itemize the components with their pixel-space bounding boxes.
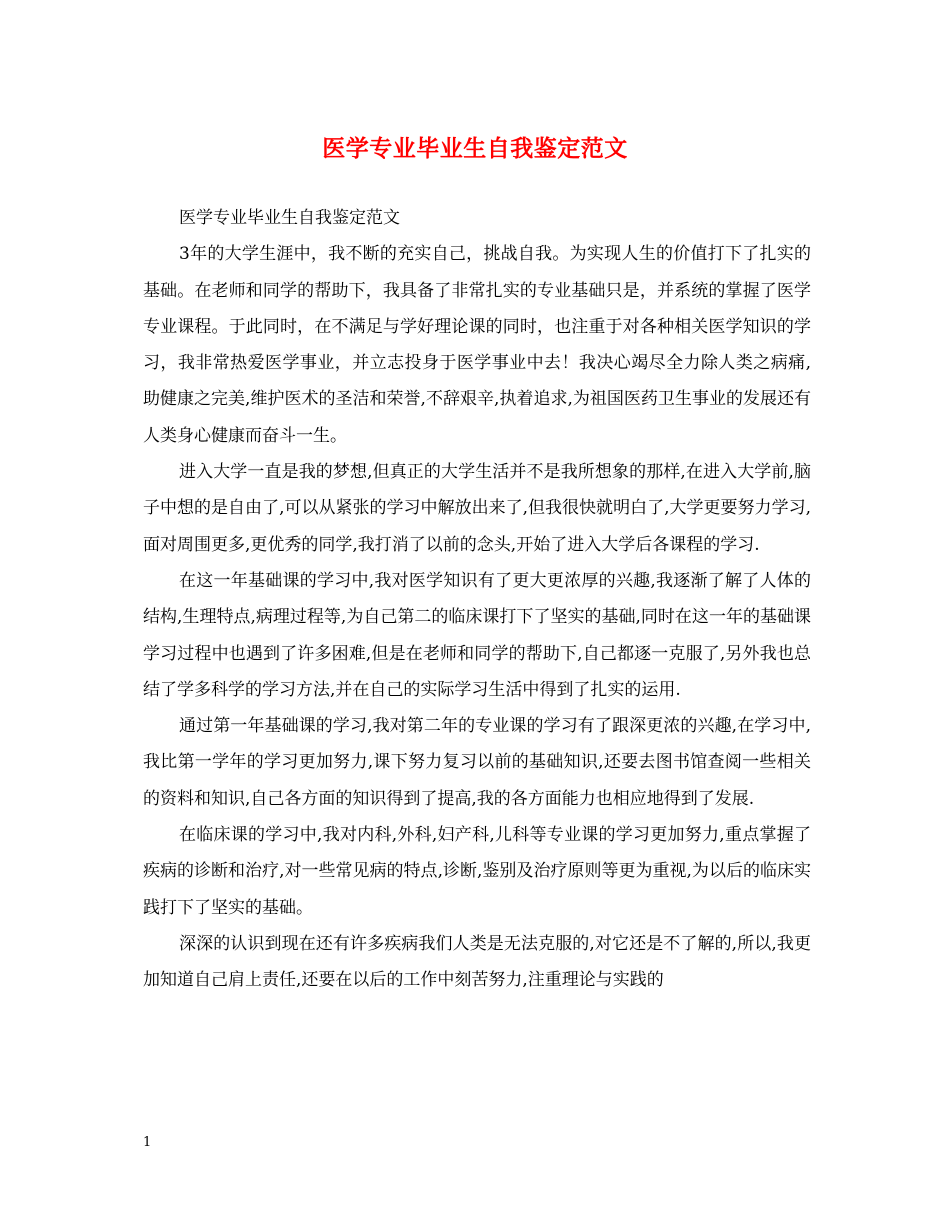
paragraph: 3年的大学生涯中，我不断的充实自己，挑战自我。为实现人生的价值打下了扎实的基础。在老师和同学的帮助下，我具备了非常扎实的专业基础只是，并系统的掌握了医学专业课程。于此同时，在不满足与学好理论课的同时，也注重于对各种相关医学知识的学习，我非常热爱医学事业，并立志投身于医学事业中去！我决心竭尽全力除人类之病痛,助健康之完美,维护医术的圣洁和荣誉,不辞艰辛,执着追求,为祖国医药卫生事业的发展还有人类身心健康而奋斗一生。 xyxy=(143,244,811,446)
paragraph: 在这一年基础课的学习中,我对医学知识有了更大更浓厚的兴趣,我逐渐了解了人体的结构,生理特点,病理过程等,为自己第二的临床课打下了坚实的基础,同时在这一年的基础课学习过程中也遇到了许多困难,但是在老师和同学的帮助下,自己都逐一克服了,另外我也总结了学多科学的学习方法,并在自己的实际学习生活中得到了扎实的运用. xyxy=(143,570,811,700)
page-number: 1 xyxy=(143,1135,152,1150)
paragraph: 深深的认识到现在还有许多疾病我们人类是无法克服的,对它还是不了解的,所以,我更加知道自己肩上责任,还要在以后的工作中刻苦努力,注重理论与实践的 xyxy=(143,933,811,991)
document-body xyxy=(143,200,811,999)
document-title: 医学专业毕业生自我鉴定范文 xyxy=(322,135,628,162)
paragraph: 医学专业毕业生自我鉴定范文 xyxy=(179,208,400,228)
paragraph: 在临床课的学习中,我对内科,外科,妇产科,儿科等专业课的学习更加努力,重点掌握了疾病的诊断和治疗,对一些常见病的特点,诊断,鉴别及治疗原则等更为重视,为以后的临床实践打下了坚实的基础。 xyxy=(143,825,811,918)
paragraph: 通过第一年基础课的学习,我对第二年的专业课的学习有了跟深更浓的兴趣,在学习中,我比第一学年的学习更加努力,课下努力复习以前的基础知识,还要去图书馆查阅一些相关的资料和知识,自己各方面的知识得到了提高,我的各方面能力也相应地得到了发展. xyxy=(143,716,811,809)
paragraph: 进入大学一直是我的梦想,但真正的大学生活并不是我所想象的那样,在进入大学前,脑子中想的是自由了,可以从紧张的学习中解放出来了,但我很快就明白了,大学更要努力学习,面对周围更多,更优秀的同学,我打消了以前的念头,开始了进入大学后各课程的学习. xyxy=(143,462,811,555)
